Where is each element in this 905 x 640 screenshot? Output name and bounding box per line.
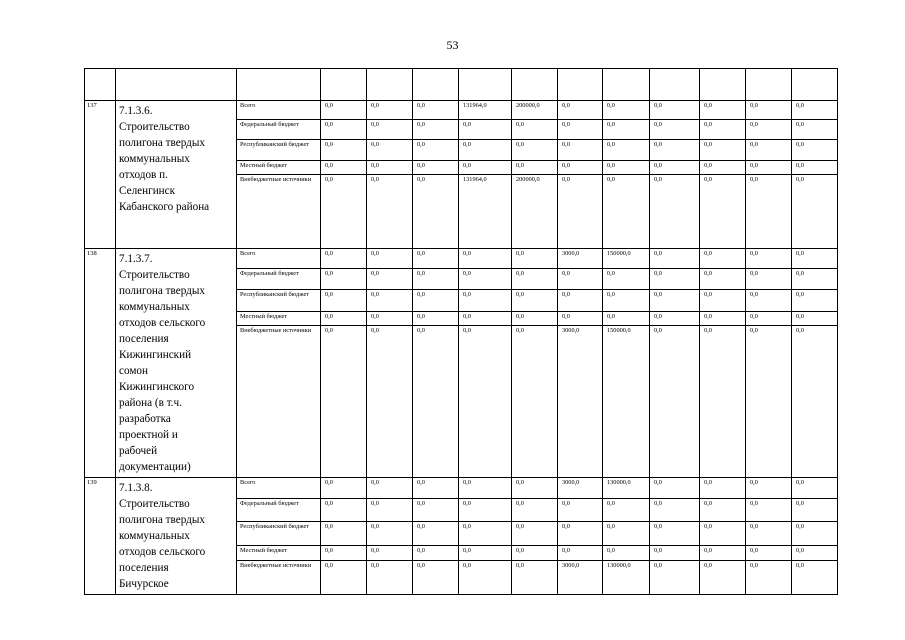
value-cell: 0,0 <box>367 289 413 311</box>
value-cell: 0,0 <box>321 101 367 120</box>
value-cell: 0,0 <box>459 161 512 175</box>
header-cell <box>367 69 413 101</box>
value-cell: 0,0 <box>792 120 838 140</box>
value-cell: 0,0 <box>558 140 603 161</box>
value-cell: 0,0 <box>650 521 700 545</box>
measure-title-line: Строительство <box>119 121 190 133</box>
value-cell: 0,0 <box>746 101 792 120</box>
funding-source: Федеральный бюджет <box>237 499 321 522</box>
value-cell: 0,0 <box>413 175 459 249</box>
value-cell: 0,0 <box>413 311 459 326</box>
value-cell: 0,0 <box>792 521 838 545</box>
measure-title-line: поселения <box>119 333 169 345</box>
value-cell: 0,0 <box>459 561 512 595</box>
value-cell: 0,0 <box>603 268 650 289</box>
measure-code: 7.1.3.8. <box>119 482 153 494</box>
value-cell: 0,0 <box>512 289 558 311</box>
value-cell: 0,0 <box>558 120 603 140</box>
value-cell: 0,0 <box>603 311 650 326</box>
value-cell: 0,0 <box>321 289 367 311</box>
value-cell: 0,0 <box>459 326 512 478</box>
value-cell: 0,0 <box>746 561 792 595</box>
value-cell: 0,0 <box>459 289 512 311</box>
value-cell: 150000,0 <box>603 249 650 269</box>
value-cell: 0,0 <box>367 545 413 561</box>
value-cell: 0,0 <box>367 478 413 499</box>
value-cell: 0,0 <box>367 140 413 161</box>
table-row <box>85 101 838 120</box>
value-cell: 0,0 <box>603 140 650 161</box>
funding-source: Внебюджетные источники <box>237 175 321 249</box>
value-cell: 0,0 <box>792 326 838 478</box>
value-cell: 0,0 <box>321 140 367 161</box>
row-number: 137 <box>87 102 97 109</box>
value-cell: 0,0 <box>746 140 792 161</box>
value-cell: 0,0 <box>746 289 792 311</box>
value-cell: 0,0 <box>650 289 700 311</box>
value-cell: 0,0 <box>746 326 792 478</box>
value-cell: 0,0 <box>321 249 367 269</box>
value-cell: 0,0 <box>792 175 838 249</box>
measure-title-line: отходов сельского <box>119 546 206 558</box>
value-cell: 0,0 <box>603 499 650 522</box>
value-cell: 3000,0 <box>558 249 603 269</box>
value-cell: 0,0 <box>792 249 838 269</box>
measure-title-line: рабочей <box>119 445 158 457</box>
row-number-cell <box>85 249 116 478</box>
value-cell: 0,0 <box>459 120 512 140</box>
value-cell: 0,0 <box>700 175 746 249</box>
value-cell: 0,0 <box>367 101 413 120</box>
value-cell: 0,0 <box>512 311 558 326</box>
value-cell: 0,0 <box>367 561 413 595</box>
page-number: 53 <box>446 38 459 52</box>
value-cell: 0,0 <box>603 101 650 120</box>
value-cell: 0,0 <box>700 545 746 561</box>
value-cell: 0,0 <box>367 326 413 478</box>
measure-title-line: Строительство <box>119 498 190 510</box>
value-cell: 0,0 <box>746 120 792 140</box>
value-cell: 0,0 <box>512 521 558 545</box>
value-cell: 0,0 <box>367 161 413 175</box>
value-cell: 0,0 <box>321 120 367 140</box>
header-cell <box>413 69 459 101</box>
value-cell: 0,0 <box>650 478 700 499</box>
value-cell: 0,0 <box>459 478 512 499</box>
value-cell: 0,0 <box>413 268 459 289</box>
value-cell: 0,0 <box>558 161 603 175</box>
header-cell <box>116 69 237 101</box>
value-cell: 0,0 <box>603 161 650 175</box>
value-cell: 0,0 <box>650 140 700 161</box>
value-cell: 0,0 <box>700 311 746 326</box>
value-cell: 0,0 <box>512 561 558 595</box>
value-cell: 0,0 <box>512 545 558 561</box>
header-cell <box>792 69 838 101</box>
header-cell <box>459 69 512 101</box>
measure-code: 7.1.3.7. <box>119 253 153 265</box>
value-cell: 0,0 <box>792 268 838 289</box>
value-cell: 0,0 <box>367 521 413 545</box>
value-cell: 0,0 <box>558 521 603 545</box>
header-row <box>85 69 838 101</box>
value-cell: 0,0 <box>413 326 459 478</box>
value-cell: 0,0 <box>413 289 459 311</box>
measure-title-line: Селенгинск <box>119 185 176 197</box>
value-cell: 0,0 <box>700 499 746 522</box>
value-cell: 0,0 <box>367 311 413 326</box>
value-cell: 0,0 <box>746 175 792 249</box>
value-cell: 0,0 <box>459 545 512 561</box>
value-cell: 0,0 <box>700 561 746 595</box>
value-cell: 0,0 <box>792 161 838 175</box>
value-cell: 0,0 <box>700 326 746 478</box>
value-cell: 0,0 <box>321 478 367 499</box>
value-cell: 0,0 <box>459 249 512 269</box>
measure-title-line: Строительство <box>119 269 190 281</box>
header-cell <box>746 69 792 101</box>
value-cell: 0,0 <box>459 140 512 161</box>
funding-source: Местный бюджет <box>237 545 321 561</box>
funding-source: Всего <box>237 101 321 120</box>
funding-source: Республиканский бюджет <box>237 289 321 311</box>
value-cell: 0,0 <box>792 478 838 499</box>
value-cell: 0,0 <box>413 561 459 595</box>
header-cell <box>85 69 116 101</box>
value-cell: 200000,0 <box>512 101 558 120</box>
funding-source: Всего <box>237 249 321 269</box>
value-cell: 0,0 <box>603 545 650 561</box>
measure-title-line: проектной и <box>119 429 178 441</box>
value-cell: 0,0 <box>650 161 700 175</box>
value-cell: 130000,0 <box>603 478 650 499</box>
value-cell: 0,0 <box>558 101 603 120</box>
value-cell: 0,0 <box>792 289 838 311</box>
measure-title-line: разработка <box>119 413 171 425</box>
value-cell: 0,0 <box>512 326 558 478</box>
value-cell: 0,0 <box>746 499 792 522</box>
value-cell: 0,0 <box>700 140 746 161</box>
measure-title-cell <box>116 101 237 249</box>
value-cell: 0,0 <box>746 478 792 499</box>
funding-source: Внебюджетные источники <box>237 561 321 595</box>
value-cell: 0,0 <box>650 120 700 140</box>
value-cell: 0,0 <box>512 161 558 175</box>
value-cell: 0,0 <box>459 311 512 326</box>
measure-title-line: Кижингинского <box>119 381 195 393</box>
value-cell: 0,0 <box>413 161 459 175</box>
measure-title-line: Кабанского района <box>119 201 210 213</box>
value-cell: 0,0 <box>746 545 792 561</box>
value-cell: 0,0 <box>459 499 512 522</box>
value-cell: 0,0 <box>603 175 650 249</box>
measure-title-line: коммунальных <box>119 301 190 313</box>
measure-title-line: документации) <box>119 461 191 473</box>
value-cell: 0,0 <box>746 311 792 326</box>
value-cell: 0,0 <box>321 311 367 326</box>
funding-source: Республиканский бюджет <box>237 140 321 161</box>
value-cell: 0,0 <box>792 561 838 595</box>
value-cell: 0,0 <box>650 326 700 478</box>
value-cell: 0,0 <box>512 249 558 269</box>
value-cell: 0,0 <box>650 101 700 120</box>
value-cell: 0,0 <box>558 268 603 289</box>
funding-source: Местный бюджет <box>237 311 321 326</box>
measure-title-line: отходов сельского <box>119 317 206 329</box>
funding-source: Всего <box>237 478 321 499</box>
funding-source: Республиканский бюджет <box>237 521 321 545</box>
measure-title-line: поселения <box>119 562 169 574</box>
value-cell: 0,0 <box>321 326 367 478</box>
value-cell: 0,0 <box>367 120 413 140</box>
measure-title-line: отходов п. <box>119 169 168 181</box>
header-cell <box>237 69 321 101</box>
value-cell: 0,0 <box>413 545 459 561</box>
measure-code: 7.1.3.6. <box>119 105 153 117</box>
value-cell: 0,0 <box>650 561 700 595</box>
value-cell: 0,0 <box>413 140 459 161</box>
measure-title-line: Бичурское <box>119 578 169 590</box>
table-row <box>85 478 838 499</box>
value-cell: 0,0 <box>459 521 512 545</box>
value-cell: 0,0 <box>650 545 700 561</box>
row-number: 138 <box>87 250 97 257</box>
value-cell: 0,0 <box>367 175 413 249</box>
value-cell: 0,0 <box>558 289 603 311</box>
value-cell: 200000,0 <box>512 175 558 249</box>
funding-source: Внебюджетные источники <box>237 326 321 478</box>
row-number-cell <box>85 101 116 249</box>
value-cell: 0,0 <box>558 311 603 326</box>
value-cell: 0,0 <box>321 521 367 545</box>
value-cell: 3000,0 <box>558 478 603 499</box>
funding-source: Местный бюджет <box>237 161 321 175</box>
value-cell: 0,0 <box>700 268 746 289</box>
value-cell: 0,0 <box>650 249 700 269</box>
value-cell: 0,0 <box>700 289 746 311</box>
measure-title-line: полигона твердых <box>119 137 205 149</box>
funding-source: Федеральный бюджет <box>237 120 321 140</box>
value-cell: 0,0 <box>321 499 367 522</box>
value-cell: 130000,0 <box>603 561 650 595</box>
header-cell <box>650 69 700 101</box>
header-cell <box>558 69 603 101</box>
value-cell: 0,0 <box>413 521 459 545</box>
row-number: 139 <box>87 479 97 486</box>
value-cell: 131964,0 <box>459 175 512 249</box>
value-cell: 0,0 <box>413 120 459 140</box>
table-row <box>85 249 838 269</box>
header-cell <box>700 69 746 101</box>
value-cell: 0,0 <box>603 289 650 311</box>
value-cell: 0,0 <box>413 499 459 522</box>
value-cell: 0,0 <box>558 499 603 522</box>
value-cell: 0,0 <box>700 521 746 545</box>
value-cell: 0,0 <box>321 175 367 249</box>
value-cell: 0,0 <box>512 478 558 499</box>
value-cell: 0,0 <box>650 268 700 289</box>
header-cell <box>321 69 367 101</box>
value-cell: 0,0 <box>650 499 700 522</box>
measure-title-cell <box>116 249 237 478</box>
row-number-cell <box>85 478 116 595</box>
value-cell: 0,0 <box>367 249 413 269</box>
value-cell: 0,0 <box>367 268 413 289</box>
value-cell: 0,0 <box>650 175 700 249</box>
value-cell: 0,0 <box>700 120 746 140</box>
value-cell: 0,0 <box>413 101 459 120</box>
value-cell: 0,0 <box>792 311 838 326</box>
value-cell: 0,0 <box>746 161 792 175</box>
header-cell <box>512 69 558 101</box>
value-cell: 0,0 <box>413 478 459 499</box>
value-cell: 0,0 <box>603 521 650 545</box>
budget-table <box>84 68 838 595</box>
measure-title-line: коммунальных <box>119 530 190 542</box>
value-cell: 0,0 <box>512 499 558 522</box>
value-cell: 0,0 <box>321 161 367 175</box>
measure-title-line: Кижингинский <box>119 349 192 361</box>
value-cell: 0,0 <box>558 175 603 249</box>
value-cell: 0,0 <box>512 140 558 161</box>
value-cell: 0,0 <box>746 249 792 269</box>
value-cell: 3000,0 <box>558 561 603 595</box>
value-cell: 0,0 <box>603 120 650 140</box>
value-cell: 0,0 <box>792 499 838 522</box>
value-cell: 0,0 <box>700 478 746 499</box>
value-cell: 0,0 <box>792 101 838 120</box>
measure-title-line: сомон <box>119 365 149 377</box>
value-cell: 150000,0 <box>603 326 650 478</box>
header-cell <box>603 69 650 101</box>
value-cell: 0,0 <box>792 545 838 561</box>
value-cell: 0,0 <box>650 311 700 326</box>
funding-source: Федеральный бюджет <box>237 268 321 289</box>
value-cell: 0,0 <box>558 545 603 561</box>
measure-title-line: полигона твердых <box>119 285 205 297</box>
value-cell: 131964,0 <box>459 101 512 120</box>
value-cell: 0,0 <box>746 268 792 289</box>
value-cell: 0,0 <box>367 499 413 522</box>
measure-title-line: полигона твердых <box>119 514 205 526</box>
measure-title-cell <box>116 478 237 595</box>
value-cell: 0,0 <box>700 161 746 175</box>
value-cell: 0,0 <box>459 268 512 289</box>
value-cell: 0,0 <box>321 545 367 561</box>
value-cell: 0,0 <box>700 101 746 120</box>
value-cell: 0,0 <box>321 561 367 595</box>
value-cell: 0,0 <box>512 120 558 140</box>
value-cell: 0,0 <box>746 521 792 545</box>
measure-title-line: коммунальных <box>119 153 190 165</box>
value-cell: 0,0 <box>512 268 558 289</box>
measure-title-line: района (в т.ч. <box>119 397 182 409</box>
value-cell: 0,0 <box>413 249 459 269</box>
value-cell: 0,0 <box>700 249 746 269</box>
value-cell: 3000,0 <box>558 326 603 478</box>
value-cell: 0,0 <box>321 268 367 289</box>
value-cell: 0,0 <box>792 140 838 161</box>
